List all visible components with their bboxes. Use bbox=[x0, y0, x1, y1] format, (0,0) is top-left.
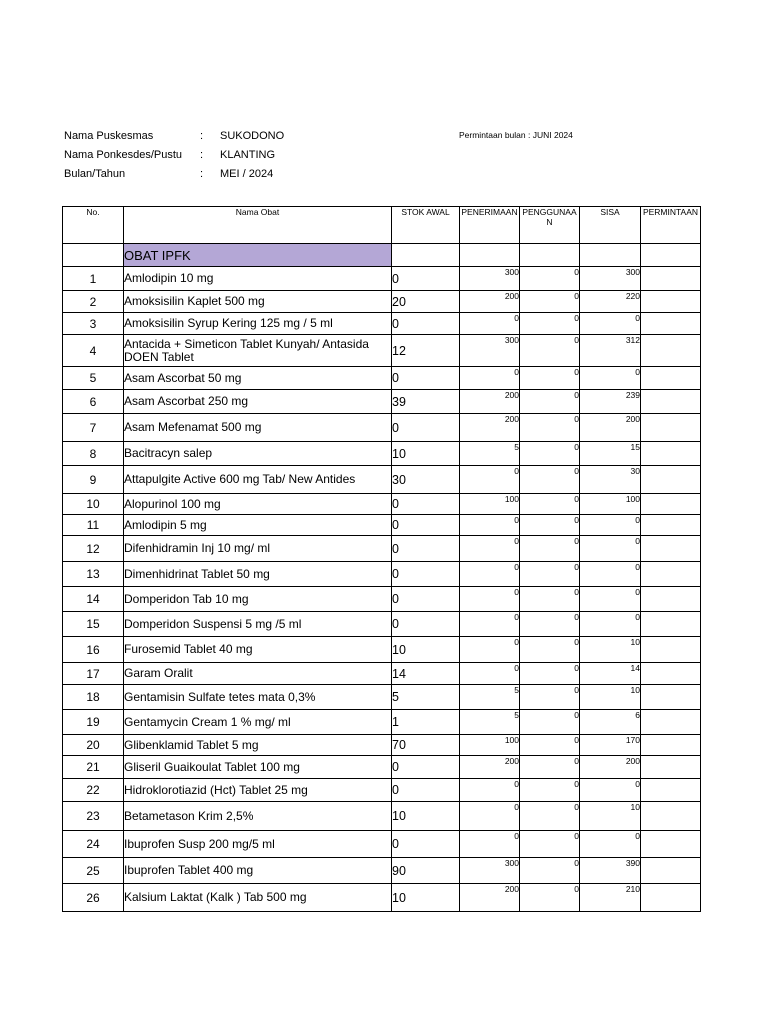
table-row bbox=[63, 390, 701, 414]
row-penerimaan: 0 bbox=[460, 515, 520, 536]
table-row bbox=[63, 562, 701, 587]
row-no: 5 bbox=[63, 367, 124, 390]
row-penerimaan: 0 bbox=[460, 313, 520, 335]
row-no: 20 bbox=[63, 735, 124, 756]
row-penerimaan: 200 bbox=[460, 884, 520, 912]
row-sisa: 0 bbox=[580, 562, 641, 587]
row-drug-name: Dimenhidrinat Tablet 50 mg bbox=[124, 562, 392, 587]
row-penggunaan: 0 bbox=[520, 367, 580, 390]
row-drug-name: Amlodipin 10 mg bbox=[124, 267, 392, 291]
section-no-cell bbox=[63, 244, 124, 267]
row-permintaan bbox=[641, 802, 701, 831]
table-row bbox=[63, 884, 701, 912]
header-penggunaan: PENGGUNAAN bbox=[520, 207, 580, 244]
row-sisa: 100 bbox=[580, 494, 641, 515]
row-penggunaan: 0 bbox=[520, 466, 580, 494]
row-permintaan bbox=[641, 267, 701, 291]
row-permintaan bbox=[641, 756, 701, 779]
row-sisa: 239 bbox=[580, 390, 641, 414]
row-penerimaan: 100 bbox=[460, 494, 520, 515]
header-sisa: SISA bbox=[580, 207, 641, 244]
row-penggunaan: 0 bbox=[520, 390, 580, 414]
row-sisa: 0 bbox=[580, 367, 641, 390]
row-penerimaan: 300 bbox=[460, 858, 520, 884]
row-penggunaan: 0 bbox=[520, 637, 580, 663]
row-no: 19 bbox=[63, 710, 124, 735]
row-stok-awal: 0 bbox=[392, 612, 460, 637]
row-permintaan bbox=[641, 313, 701, 335]
row-stok-awal: 10 bbox=[392, 802, 460, 831]
row-no: 2 bbox=[63, 291, 124, 313]
row-drug-name: Bacitracyn salep bbox=[124, 442, 392, 466]
info-colon: : bbox=[200, 149, 204, 161]
row-penerimaan: 0 bbox=[460, 536, 520, 562]
row-sisa: 10 bbox=[580, 802, 641, 831]
row-penggunaan: 0 bbox=[520, 414, 580, 442]
row-no: 23 bbox=[63, 802, 124, 831]
row-permintaan bbox=[641, 390, 701, 414]
row-penerimaan: 0 bbox=[460, 637, 520, 663]
row-permintaan bbox=[641, 612, 701, 637]
row-stok-awal: 12 bbox=[392, 335, 460, 367]
row-stok-awal: 0 bbox=[392, 756, 460, 779]
table-row bbox=[63, 466, 701, 494]
table-row bbox=[63, 756, 701, 779]
row-penggunaan: 0 bbox=[520, 685, 580, 710]
row-no: 15 bbox=[63, 612, 124, 637]
row-stok-awal: 0 bbox=[392, 367, 460, 390]
row-stok-awal: 10 bbox=[392, 884, 460, 912]
row-penerimaan: 5 bbox=[460, 710, 520, 735]
row-drug-name: Asam Mefenamat 500 mg bbox=[124, 414, 392, 442]
row-penerimaan: 0 bbox=[460, 802, 520, 831]
table-row bbox=[63, 779, 701, 802]
row-stok-awal: 0 bbox=[392, 562, 460, 587]
table-row bbox=[63, 685, 701, 710]
table-row bbox=[63, 637, 701, 663]
row-penerimaan: 0 bbox=[460, 367, 520, 390]
row-drug-name: Attapulgite Active 600 mg Tab/ New Antides bbox=[124, 466, 392, 494]
row-penerimaan: 0 bbox=[460, 466, 520, 494]
row-penggunaan: 0 bbox=[520, 562, 580, 587]
row-penggunaan: 0 bbox=[520, 587, 580, 612]
row-permintaan bbox=[641, 685, 701, 710]
row-no: 1 bbox=[63, 267, 124, 291]
row-sisa: 0 bbox=[580, 587, 641, 612]
row-sisa: 10 bbox=[580, 685, 641, 710]
row-drug-name: Gentamisin Sulfate tetes mata 0,3% bbox=[124, 685, 392, 710]
row-no: 18 bbox=[63, 685, 124, 710]
row-permintaan bbox=[641, 442, 701, 466]
row-drug-name: Difenhidramin Inj 10 mg/ ml bbox=[124, 536, 392, 562]
table-row bbox=[63, 710, 701, 735]
row-penerimaan: 300 bbox=[460, 267, 520, 291]
row-drug-name: Amoksisilin Syrup Kering 125 mg / 5 ml bbox=[124, 313, 392, 335]
info-value: KLANTING bbox=[220, 149, 276, 161]
row-sisa: 0 bbox=[580, 779, 641, 802]
row-stok-awal: 0 bbox=[392, 494, 460, 515]
row-permintaan bbox=[641, 414, 701, 442]
row-sisa: 210 bbox=[580, 884, 641, 912]
info-label: Nama Puskesmas bbox=[64, 130, 154, 142]
row-drug-name: Domperidon Suspensi 5 mg /5 ml bbox=[124, 612, 392, 637]
table-row bbox=[63, 494, 701, 515]
row-drug-name: Alopurinol 100 mg bbox=[124, 494, 392, 515]
row-permintaan bbox=[641, 637, 701, 663]
row-no: 11 bbox=[63, 515, 124, 536]
table-row bbox=[63, 587, 701, 612]
row-sisa: 0 bbox=[580, 831, 641, 858]
header-penerimaan: PENERIMAAN bbox=[460, 207, 520, 244]
row-drug-name: Asam Ascorbat 250 mg bbox=[124, 390, 392, 414]
row-penerimaan: 200 bbox=[460, 414, 520, 442]
row-penerimaan: 200 bbox=[460, 756, 520, 779]
row-sisa: 390 bbox=[580, 858, 641, 884]
row-permintaan bbox=[641, 367, 701, 390]
row-no: 16 bbox=[63, 637, 124, 663]
table-row bbox=[63, 663, 701, 685]
table-row bbox=[63, 267, 701, 291]
section-empty-cell bbox=[580, 244, 641, 267]
row-drug-name: Glibenklamid Tablet 5 mg bbox=[124, 735, 392, 756]
row-permintaan bbox=[641, 515, 701, 536]
row-sisa: 0 bbox=[580, 313, 641, 335]
row-drug-name: Betametason Krim 2,5% bbox=[124, 802, 392, 831]
row-sisa: 0 bbox=[580, 612, 641, 637]
row-penerimaan: 0 bbox=[460, 831, 520, 858]
row-no: 13 bbox=[63, 562, 124, 587]
table-row bbox=[63, 313, 701, 335]
row-permintaan bbox=[641, 735, 701, 756]
row-drug-name: Asam Ascorbat 50 mg bbox=[124, 367, 392, 390]
row-drug-name: Kalsium Laktat (Kalk ) Tab 500 mg bbox=[124, 884, 392, 912]
row-penggunaan: 0 bbox=[520, 335, 580, 367]
row-penggunaan: 0 bbox=[520, 710, 580, 735]
row-penerimaan: 0 bbox=[460, 663, 520, 685]
row-drug-name: Antacida + Simeticon Tablet Kunyah/ Antasida DOEN Tablet bbox=[124, 335, 392, 367]
row-penerimaan: 100 bbox=[460, 735, 520, 756]
row-penggunaan: 0 bbox=[520, 858, 580, 884]
row-drug-name: Garam Oralit bbox=[124, 663, 392, 685]
row-penggunaan: 0 bbox=[520, 831, 580, 858]
info-colon: : bbox=[200, 168, 204, 180]
row-sisa: 300 bbox=[580, 267, 641, 291]
row-permintaan bbox=[641, 494, 701, 515]
row-penggunaan: 0 bbox=[520, 735, 580, 756]
row-stok-awal: 0 bbox=[392, 587, 460, 612]
row-permintaan bbox=[641, 663, 701, 685]
row-stok-awal: 90 bbox=[392, 858, 460, 884]
row-penggunaan: 0 bbox=[520, 267, 580, 291]
row-no: 10 bbox=[63, 494, 124, 515]
row-penerimaan: 0 bbox=[460, 562, 520, 587]
row-no: 17 bbox=[63, 663, 124, 685]
row-no: 7 bbox=[63, 414, 124, 442]
row-penggunaan: 0 bbox=[520, 515, 580, 536]
section-empty-cell bbox=[641, 244, 701, 267]
section-title: OBAT IPFK bbox=[124, 244, 392, 267]
row-sisa: 200 bbox=[580, 414, 641, 442]
table-row bbox=[63, 802, 701, 831]
row-stok-awal: 39 bbox=[392, 390, 460, 414]
row-stok-awal: 0 bbox=[392, 414, 460, 442]
row-stok-awal: 70 bbox=[392, 735, 460, 756]
info-value: MEI / 2024 bbox=[220, 168, 274, 180]
row-permintaan bbox=[641, 779, 701, 802]
row-sisa: 220 bbox=[580, 291, 641, 313]
row-stok-awal: 0 bbox=[392, 267, 460, 291]
row-no: 8 bbox=[63, 442, 124, 466]
row-penerimaan: 300 bbox=[460, 335, 520, 367]
table-row bbox=[63, 831, 701, 858]
table-header-row bbox=[63, 207, 701, 244]
request-month: Permintaan bulan : JUNI 2024 bbox=[459, 130, 573, 140]
row-permintaan bbox=[641, 335, 701, 367]
row-no: 4 bbox=[63, 335, 124, 367]
row-permintaan bbox=[641, 562, 701, 587]
header-permintaan: PERMINTAAN bbox=[641, 207, 701, 244]
row-penggunaan: 0 bbox=[520, 663, 580, 685]
info-value: SUKODONO bbox=[220, 130, 285, 142]
row-permintaan bbox=[641, 831, 701, 858]
row-stok-awal: 0 bbox=[392, 313, 460, 335]
row-no: 22 bbox=[63, 779, 124, 802]
row-permintaan bbox=[641, 587, 701, 612]
row-drug-name: Ibuprofen Susp 200 mg/5 ml bbox=[124, 831, 392, 858]
row-permintaan bbox=[641, 466, 701, 494]
row-sisa: 200 bbox=[580, 756, 641, 779]
row-stok-awal: 10 bbox=[392, 637, 460, 663]
row-penggunaan: 0 bbox=[520, 291, 580, 313]
row-no: 12 bbox=[63, 536, 124, 562]
row-stok-awal: 10 bbox=[392, 442, 460, 466]
table-row bbox=[63, 442, 701, 466]
row-permintaan bbox=[641, 710, 701, 735]
info-label: Bulan/Tahun bbox=[64, 168, 126, 180]
info-colon: : bbox=[200, 130, 204, 142]
row-sisa: 15 bbox=[580, 442, 641, 466]
row-drug-name: Amoksisilin Kaplet 500 mg bbox=[124, 291, 392, 313]
row-penggunaan: 0 bbox=[520, 802, 580, 831]
table-row bbox=[63, 858, 701, 884]
row-sisa: 312 bbox=[580, 335, 641, 367]
row-penggunaan: 0 bbox=[520, 756, 580, 779]
row-penerimaan: 5 bbox=[460, 442, 520, 466]
row-stok-awal: 0 bbox=[392, 515, 460, 536]
row-drug-name: Furosemid Tablet 40 mg bbox=[124, 637, 392, 663]
row-penggunaan: 0 bbox=[520, 779, 580, 802]
header-stok-awal: STOK AWAL bbox=[392, 207, 460, 244]
row-no: 9 bbox=[63, 466, 124, 494]
row-drug-name: Domperidon Tab 10 mg bbox=[124, 587, 392, 612]
row-permintaan bbox=[641, 291, 701, 313]
row-no: 14 bbox=[63, 587, 124, 612]
row-sisa: 0 bbox=[580, 515, 641, 536]
row-sisa: 30 bbox=[580, 466, 641, 494]
row-penggunaan: 0 bbox=[520, 494, 580, 515]
info-label: Nama Ponkesdes/Pustu bbox=[64, 149, 183, 161]
section-empty-cell bbox=[520, 244, 580, 267]
row-no: 3 bbox=[63, 313, 124, 335]
row-drug-name: Ibuprofen Tablet 400 mg bbox=[124, 858, 392, 884]
row-penggunaan: 0 bbox=[520, 612, 580, 637]
table-row bbox=[63, 291, 701, 313]
row-sisa: 6 bbox=[580, 710, 641, 735]
table-row bbox=[63, 536, 701, 562]
row-permintaan bbox=[641, 884, 701, 912]
row-penerimaan: 200 bbox=[460, 390, 520, 414]
table-row bbox=[63, 414, 701, 442]
row-penerimaan: 0 bbox=[460, 612, 520, 637]
row-penerimaan: 0 bbox=[460, 779, 520, 802]
row-sisa: 0 bbox=[580, 536, 641, 562]
row-drug-name: Amlodipin 5 mg bbox=[124, 515, 392, 536]
row-penerimaan: 5 bbox=[460, 685, 520, 710]
section-empty-cell bbox=[392, 244, 460, 267]
header-nama-obat: Nama Obat bbox=[124, 207, 392, 244]
row-stok-awal: 20 bbox=[392, 291, 460, 313]
row-penggunaan: 0 bbox=[520, 884, 580, 912]
header-no: No. bbox=[63, 207, 124, 244]
row-stok-awal: 5 bbox=[392, 685, 460, 710]
row-permintaan bbox=[641, 858, 701, 884]
row-no: 21 bbox=[63, 756, 124, 779]
table-row bbox=[63, 367, 701, 390]
row-stok-awal: 0 bbox=[392, 779, 460, 802]
row-penggunaan: 0 bbox=[520, 536, 580, 562]
row-stok-awal: 0 bbox=[392, 536, 460, 562]
table-row bbox=[63, 612, 701, 637]
row-permintaan bbox=[641, 536, 701, 562]
row-stok-awal: 1 bbox=[392, 710, 460, 735]
row-no: 24 bbox=[63, 831, 124, 858]
table-row bbox=[63, 735, 701, 756]
row-stok-awal: 0 bbox=[392, 831, 460, 858]
row-penerimaan: 200 bbox=[460, 291, 520, 313]
row-penerimaan: 0 bbox=[460, 587, 520, 612]
row-drug-name: Gentamycin Cream 1 % mg/ ml bbox=[124, 710, 392, 735]
row-no: 26 bbox=[63, 884, 124, 912]
table-row bbox=[63, 515, 701, 536]
table-row bbox=[63, 335, 701, 367]
row-sisa: 10 bbox=[580, 637, 641, 663]
drug-table bbox=[62, 206, 701, 912]
row-penggunaan: 0 bbox=[520, 313, 580, 335]
row-drug-name: Hidroklorotiazid (Hct) Tablet 25 mg bbox=[124, 779, 392, 802]
section-row bbox=[63, 244, 701, 267]
row-sisa: 170 bbox=[580, 735, 641, 756]
row-no: 25 bbox=[63, 858, 124, 884]
row-stok-awal: 14 bbox=[392, 663, 460, 685]
row-no: 6 bbox=[63, 390, 124, 414]
section-empty-cell bbox=[460, 244, 520, 267]
row-penggunaan: 0 bbox=[520, 442, 580, 466]
row-drug-name: Gliseril Guaikoulat Tablet 100 mg bbox=[124, 756, 392, 779]
row-sisa: 14 bbox=[580, 663, 641, 685]
row-stok-awal: 30 bbox=[392, 466, 460, 494]
